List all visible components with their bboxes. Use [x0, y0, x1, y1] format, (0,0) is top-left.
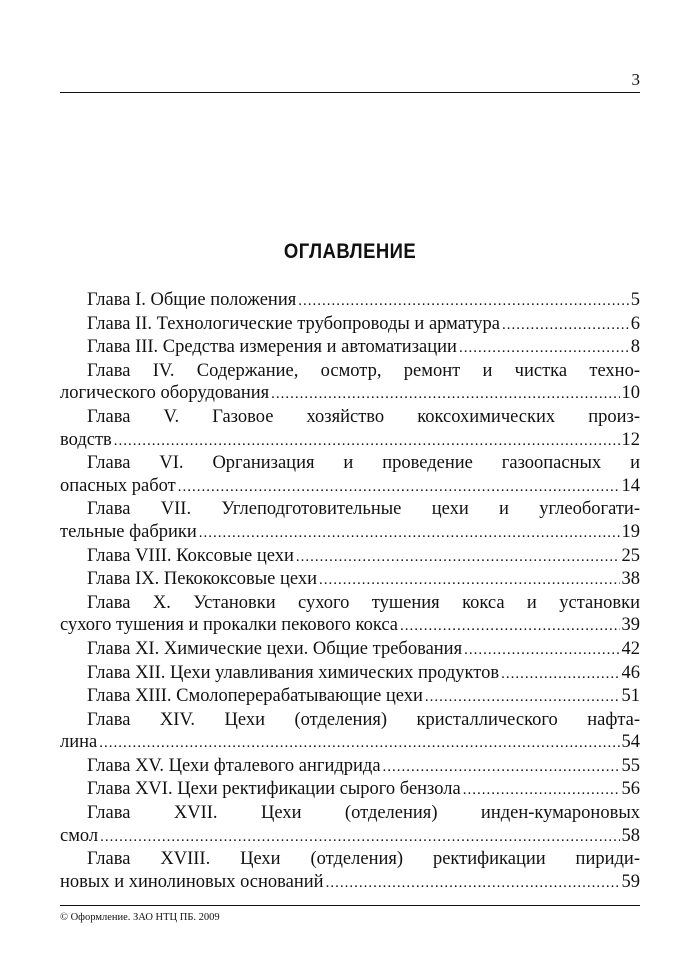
toc-entry-text: Глава II. Технологические трубопроводы и арматура: [87, 313, 500, 334]
toc-entry-text: Глава XIII. Смолоперерабатывающие цехи: [87, 686, 423, 707]
toc-entry[interactable]: [60, 336, 640, 360]
toc-entry[interactable]: [60, 545, 640, 569]
dot-leader: [501, 663, 619, 686]
dot-leader: [178, 476, 620, 499]
toc-entry-text: Глава XVI. Цехи ректификации сырого бензола: [87, 779, 461, 800]
toc-entry-text: Глава XIV. Цехи (отделения) кристаллического нафта-: [87, 709, 640, 730]
toc-page-number: 55: [621, 755, 640, 776]
toc-entry[interactable]: [60, 406, 640, 452]
toc-entry-text: Глава IX. Пекококсовые цехи: [87, 569, 318, 590]
toc-page-number: 46: [621, 662, 640, 683]
dot-leader: [383, 756, 620, 779]
dot-leader: [99, 732, 619, 755]
footer-copyright: © Оформление. ЗАО НТЦ ПБ. 2009: [60, 905, 640, 923]
toc-entry-text: Глава VIII. Коксовые цехи: [87, 545, 294, 566]
toc-page-number: 19: [621, 521, 640, 542]
toc-entry-text: новых и хинолиновых оснований: [60, 871, 324, 892]
toc-entry-text: Глава VI. Организация и проведение газоопасных и: [87, 453, 640, 474]
toc-entry-text: логического оборудования: [60, 383, 270, 404]
toc-entry-text: Глава XI. Химические цехи. Общие требования: [87, 638, 463, 659]
dot-leader: [326, 872, 620, 895]
toc-entry[interactable]: [60, 289, 640, 313]
toc-entry[interactable]: [60, 662, 640, 686]
toc-page-number: 54: [621, 732, 640, 753]
dot-leader: [296, 546, 620, 569]
toc-entry-text: Глава I. Общие положения: [87, 290, 297, 310]
toc-entry-text: Глава V. Газовое хозяйство коксохимических произ-: [87, 406, 640, 427]
dot-leader: [463, 779, 620, 802]
dot-leader: [199, 522, 620, 545]
toc-page-number: 42: [621, 638, 640, 659]
toc-entry[interactable]: [60, 848, 640, 894]
toc-entry-text: лина: [60, 732, 98, 753]
page-number: 3: [631, 70, 640, 89]
toc-entry[interactable]: [60, 638, 640, 662]
toc-page-number: 6: [630, 313, 640, 334]
toc-entry-text: Глава IV. Содержание, осмотр, ремонт и чистка техно-: [87, 360, 640, 381]
toc-page-number: 25: [621, 545, 640, 566]
toc-entry-text: Глава XVII. Цехи (отделения) инден-кумароновых: [87, 803, 640, 824]
toc-entry-text: тельные фабрики: [60, 521, 197, 542]
toc-entry-text: смол: [60, 825, 99, 846]
toc-entry-text: водств: [60, 429, 112, 450]
toc-entry[interactable]: [60, 802, 640, 848]
toc-page-number: 59: [621, 871, 640, 892]
toc-page-number: 8: [630, 337, 640, 358]
toc-entry-text: Глава XVIII. Цехи (отделения) ректификации пириди-: [87, 849, 640, 870]
dot-leader: [114, 430, 620, 453]
toc-page-number: 39: [621, 615, 640, 636]
toc-page-number: 38: [621, 569, 640, 590]
toc-entry[interactable]: [60, 452, 640, 498]
toc-entry-text: Глава XV. Цехи фталевого ангидрида: [87, 755, 381, 776]
toc-title: ОГЛАВЛЕНИЕ: [283, 240, 417, 263]
toc-entry[interactable]: [60, 568, 640, 592]
dot-leader: [271, 383, 619, 406]
dot-leader: [400, 615, 620, 638]
toc-entry[interactable]: [60, 755, 640, 779]
toc-entry[interactable]: [60, 592, 640, 638]
toc-entry[interactable]: [60, 313, 640, 337]
table-of-contents: [60, 289, 640, 894]
toc-page-number: 58: [621, 825, 640, 846]
dot-leader: [100, 826, 619, 849]
toc-page-number: 5: [630, 290, 640, 310]
dot-leader: [298, 290, 629, 313]
page-header: [60, 66, 640, 93]
toc-entry-text: сухого тушения и прокалки пекового кокса: [60, 615, 398, 636]
toc-page-number: 10: [621, 383, 640, 404]
toc-entry[interactable]: [60, 498, 640, 544]
toc-entry[interactable]: [60, 685, 640, 709]
dot-leader: [459, 337, 629, 360]
dot-leader: [464, 639, 619, 662]
toc-entry-text: опасных работ: [60, 475, 176, 496]
dot-leader: [425, 686, 620, 709]
toc-page-number: 56: [621, 779, 640, 800]
dot-leader: [319, 569, 619, 592]
toc-entry-text: Глава VII. Углеподготовительные цехи и углеобогати-: [87, 499, 640, 520]
toc-page-number: 12: [621, 429, 640, 450]
toc-entry-text: Глава XII. Цехи улавливания химических продуктов: [87, 662, 500, 683]
toc-entry-text: Глава X. Установки сухого тушения кокса и установки: [87, 592, 640, 613]
toc-entry[interactable]: [60, 709, 640, 755]
toc-page-number: 51: [621, 686, 640, 707]
dot-leader: [502, 314, 629, 337]
toc-page-number: 14: [621, 475, 640, 496]
toc-entry[interactable]: [60, 360, 640, 406]
toc-entry[interactable]: [60, 778, 640, 802]
toc-entry-text: Глава III. Средства измерения и автоматизации: [87, 337, 457, 358]
